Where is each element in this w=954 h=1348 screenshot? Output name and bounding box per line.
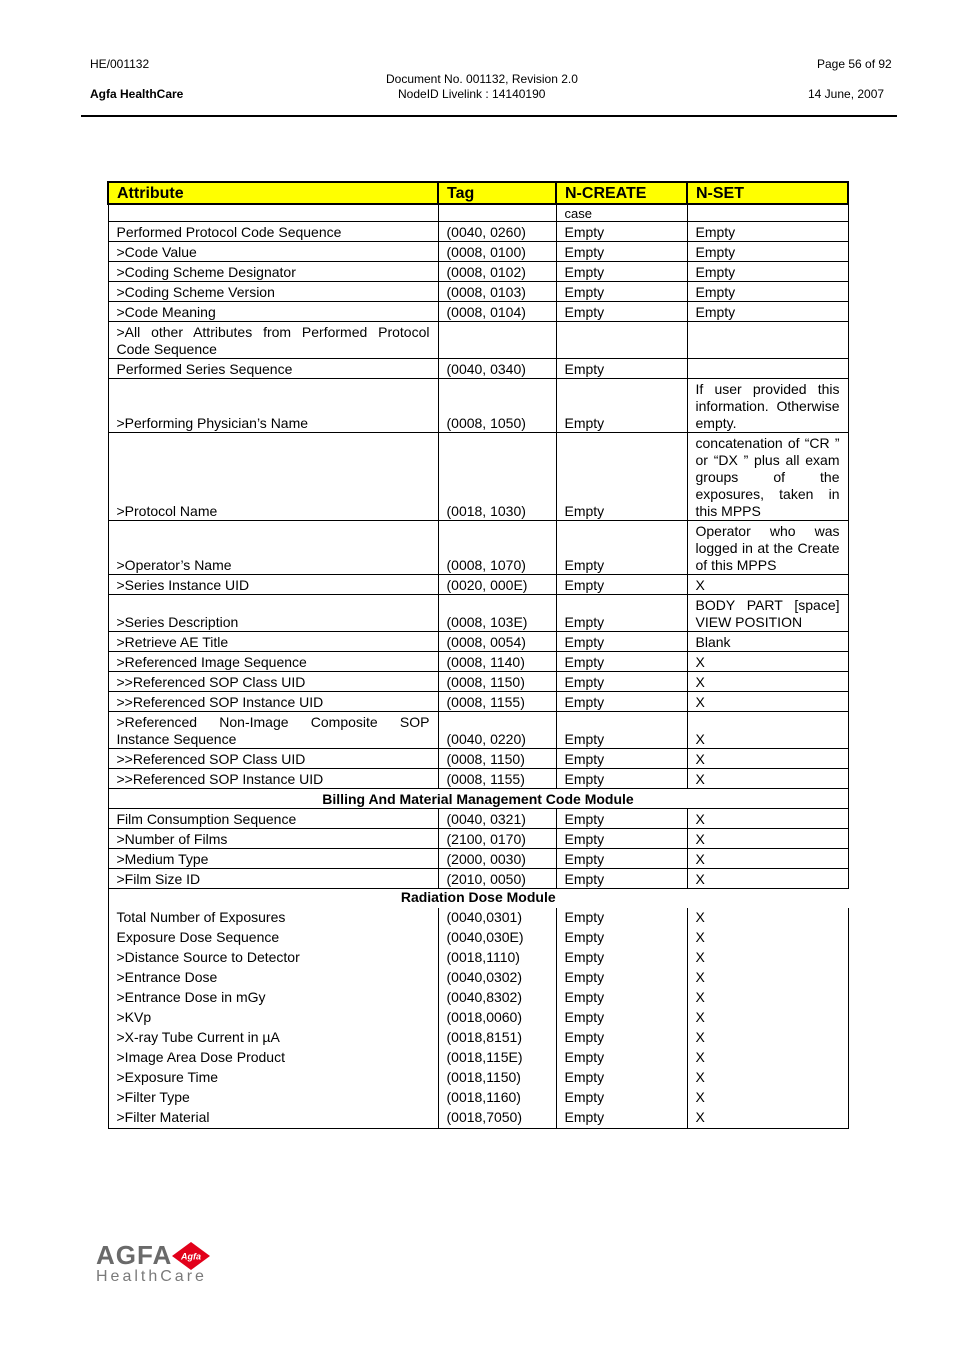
- n-set-cell: X: [687, 968, 848, 988]
- n-set-cell: X: [687, 1108, 848, 1129]
- attribute-cell: Film Consumption Sequence: [108, 809, 438, 829]
- attribute-cell: Total Number of Exposures: [108, 908, 438, 928]
- n-create-cell: Empty: [556, 869, 687, 889]
- table-row: [108, 692, 848, 712]
- n-set-cell: Empty: [687, 222, 848, 242]
- n-create-cell: Empty: [556, 1008, 687, 1028]
- n-set-cell: Blank: [687, 632, 848, 652]
- attribute-cell: >Referenced Non-Image Composite SOP Instance Sequence: [108, 712, 438, 749]
- table-header-row: [108, 182, 848, 204]
- table-row: [108, 968, 848, 988]
- n-create-cell: Empty: [556, 262, 687, 282]
- n-create-cell: Empty: [556, 282, 687, 302]
- attribute-cell: >Coding Scheme Version: [108, 282, 438, 302]
- attribute-cell: >>Referenced SOP Instance UID: [108, 692, 438, 712]
- tag-cell: (2000, 0030): [438, 849, 556, 869]
- n-create-cell: Empty: [556, 433, 687, 521]
- n-set-cell: Empty: [687, 242, 848, 262]
- attribute-cell: >KVp: [108, 1008, 438, 1028]
- attribute-cell: >Performing Physician’s Name: [108, 379, 438, 433]
- n-create-cell: Empty: [556, 672, 687, 692]
- tag-cell: (0018,0060): [438, 1008, 556, 1028]
- n-create-cell: Empty: [556, 595, 687, 632]
- tag-cell: (0008, 1150): [438, 749, 556, 769]
- node-id: NodeID Livelink : 14140190: [398, 87, 546, 101]
- n-create-cell: Empty: [556, 769, 687, 789]
- table-row: [108, 632, 848, 652]
- table-row: [108, 282, 848, 302]
- tag-cell: (0040, 0220): [438, 712, 556, 749]
- table-row: [108, 359, 848, 379]
- n-set-cell: Empty: [687, 282, 848, 302]
- attribute-cell: >Code Meaning: [108, 302, 438, 322]
- section-row: [108, 889, 848, 909]
- page-number: Page 56 of 92: [817, 57, 892, 71]
- tag-cell: (0040,8302): [438, 988, 556, 1008]
- attribute-cell: Exposure Dose Sequence: [108, 928, 438, 948]
- n-set-cell: If user provided this information. Otherwise empty.: [687, 379, 848, 433]
- n-set-cell: X: [687, 948, 848, 968]
- n-set-cell: Operator who was logged in at the Create of this MPPS: [687, 521, 848, 575]
- table-row: [108, 1108, 848, 1129]
- attribute-cell: >>Referenced SOP Instance UID: [108, 769, 438, 789]
- attribute-cell: >Operator’s Name: [108, 521, 438, 575]
- tag-cell: (0018,8151): [438, 1028, 556, 1048]
- section-row: [108, 789, 848, 809]
- n-set-cell: X: [687, 672, 848, 692]
- n-set-cell: X: [687, 652, 848, 672]
- n-create-cell: Empty: [556, 1088, 687, 1108]
- tag-cell: (0020, 000E): [438, 575, 556, 595]
- n-create-cell: Empty: [556, 1068, 687, 1088]
- table-row: [108, 849, 848, 869]
- attribute-cell: >Code Value: [108, 242, 438, 262]
- attribute-cell: >Filter Material: [108, 1108, 438, 1129]
- tag-cell: (0008, 0100): [438, 242, 556, 262]
- doc-id: HE/001132: [90, 57, 150, 71]
- table-row: [108, 652, 848, 672]
- attribute-cell: [108, 204, 438, 222]
- logo-subtitle: HealthCare: [96, 1268, 207, 1285]
- table-row: [108, 928, 848, 948]
- n-create-cell: Empty: [556, 849, 687, 869]
- n-set-cell: [687, 204, 848, 222]
- attribute-cell: >Referenced Image Sequence: [108, 652, 438, 672]
- table-row: [108, 433, 848, 521]
- n-create-cell: Empty: [556, 1108, 687, 1129]
- n-create-cell: Empty: [556, 242, 687, 262]
- tag-cell: (0008, 0102): [438, 262, 556, 282]
- table-row: [108, 262, 848, 282]
- n-create-cell: Empty: [556, 632, 687, 652]
- company-name: Agfa HealthCare: [90, 87, 184, 101]
- attribute-cell: >Series Instance UID: [108, 575, 438, 595]
- n-create-cell: Empty: [556, 1028, 687, 1048]
- header-rule: [81, 115, 897, 117]
- n-set-cell: X: [687, 1088, 848, 1108]
- table-row: [108, 521, 848, 575]
- n-create-cell: Empty: [556, 652, 687, 672]
- table-row: [108, 379, 848, 433]
- table-row: [108, 829, 848, 849]
- table-row: [108, 1028, 848, 1048]
- table-body: [108, 204, 848, 1129]
- n-set-cell: X: [687, 849, 848, 869]
- tag-cell: (0018,1160): [438, 1088, 556, 1108]
- attribute-cell: Performed Protocol Code Sequence: [108, 222, 438, 242]
- n-create-cell: case: [556, 204, 687, 222]
- n-create-cell: Empty: [556, 948, 687, 968]
- n-set-cell: [687, 322, 848, 359]
- table-row: [108, 908, 848, 928]
- n-create-cell: Empty: [556, 379, 687, 433]
- tag-cell: (0040,030E): [438, 928, 556, 948]
- n-set-cell: X: [687, 1048, 848, 1068]
- column-header: N-CREATE: [556, 182, 687, 204]
- table-row: [108, 869, 848, 889]
- n-create-cell: Empty: [556, 928, 687, 948]
- table-row: [108, 672, 848, 692]
- tag-cell: (0008, 0104): [438, 302, 556, 322]
- n-set-cell: X: [687, 869, 848, 889]
- n-set-cell: Empty: [687, 262, 848, 282]
- tag-cell: (0018,1110): [438, 948, 556, 968]
- tag-cell: (0040,0302): [438, 968, 556, 988]
- n-set-cell: X: [687, 908, 848, 928]
- tag-cell: (0008, 0103): [438, 282, 556, 302]
- table-row: [108, 769, 848, 789]
- column-header: Attribute: [108, 182, 438, 204]
- attribute-cell: >Distance Source to Detector: [108, 948, 438, 968]
- section-title: Radiation Dose Module: [108, 889, 848, 909]
- attribute-cell: >All other Attributes from Performed Protocol Code Sequence: [108, 322, 438, 359]
- section-title: Billing And Material Management Code Module: [108, 789, 848, 809]
- tag-cell: (2100, 0170): [438, 829, 556, 849]
- attribute-cell: >Exposure Time: [108, 1068, 438, 1088]
- n-create-cell: [556, 322, 687, 359]
- tag-cell: (0008, 1070): [438, 521, 556, 575]
- tag-cell: (0040, 0260): [438, 222, 556, 242]
- n-create-cell: Empty: [556, 359, 687, 379]
- tag-cell: (0008, 103E): [438, 595, 556, 632]
- table-row: [108, 204, 848, 222]
- attribute-cell: >Number of Films: [108, 829, 438, 849]
- tag-cell: (0040,0301): [438, 908, 556, 928]
- svg-text:Agfa: Agfa: [181, 1251, 201, 1262]
- tag-cell: (0008, 1150): [438, 672, 556, 692]
- n-set-cell: X: [687, 1008, 848, 1028]
- table-row: [108, 712, 848, 749]
- table-row: [108, 595, 848, 632]
- tag-cell: (0040, 0340): [438, 359, 556, 379]
- attribute-cell: >X-ray Tube Current in µA: [108, 1028, 438, 1048]
- table-row: [108, 809, 848, 829]
- n-create-cell: Empty: [556, 222, 687, 242]
- attribute-cell: >Film Size ID: [108, 869, 438, 889]
- n-set-cell: X: [687, 575, 848, 595]
- attribute-cell: >Filter Type: [108, 1088, 438, 1108]
- tag-cell: (0008, 1155): [438, 769, 556, 789]
- logo-wordmark: AGFA: [96, 1240, 173, 1270]
- n-set-cell: X: [687, 1068, 848, 1088]
- column-header: N-SET: [687, 182, 848, 204]
- n-set-cell: X: [687, 988, 848, 1008]
- attribute-cell: >Entrance Dose: [108, 968, 438, 988]
- n-create-cell: Empty: [556, 749, 687, 769]
- n-set-cell: X: [687, 1028, 848, 1048]
- n-create-cell: Empty: [556, 908, 687, 928]
- column-header: Tag: [438, 182, 556, 204]
- attribute-cell: Performed Series Sequence: [108, 359, 438, 379]
- document-number: Document No. 001132, Revision 2.0: [386, 72, 578, 86]
- tag-cell: (0040, 0321): [438, 809, 556, 829]
- n-create-cell: Empty: [556, 575, 687, 595]
- n-create-cell: Empty: [556, 968, 687, 988]
- n-create-cell: Empty: [556, 1048, 687, 1068]
- table-row: [108, 988, 848, 1008]
- attribute-cell: >Image Area Dose Product: [108, 1048, 438, 1068]
- table-row: [108, 322, 848, 359]
- attribute-cell: >>Referenced SOP Class UID: [108, 672, 438, 692]
- table-row: [108, 1088, 848, 1108]
- attribute-table: [107, 181, 849, 1129]
- table-row: [108, 302, 848, 322]
- table-row: [108, 948, 848, 968]
- n-set-cell: X: [687, 749, 848, 769]
- tag-cell: (0008, 1155): [438, 692, 556, 712]
- attribute-cell: >Series Description: [108, 595, 438, 632]
- tag-cell: (0008, 1050): [438, 379, 556, 433]
- table-row: [108, 1068, 848, 1088]
- tag-cell: (0018,115E): [438, 1048, 556, 1068]
- tag-cell: (0018,1150): [438, 1068, 556, 1088]
- tag-cell: (0018,7050): [438, 1108, 556, 1129]
- n-create-cell: Empty: [556, 692, 687, 712]
- tag-cell: (0008, 1140): [438, 652, 556, 672]
- n-create-cell: Empty: [556, 988, 687, 1008]
- n-create-cell: Empty: [556, 712, 687, 749]
- attribute-cell: >Entrance Dose in mGy: [108, 988, 438, 1008]
- table-row: [108, 575, 848, 595]
- attribute-cell: >>Referenced SOP Class UID: [108, 749, 438, 769]
- table-row: [108, 749, 848, 769]
- n-set-cell: X: [687, 829, 848, 849]
- n-set-cell: Empty: [687, 302, 848, 322]
- tag-cell: [438, 204, 556, 222]
- n-create-cell: Empty: [556, 521, 687, 575]
- n-set-cell: X: [687, 692, 848, 712]
- table-row: [108, 1008, 848, 1028]
- n-set-cell: BODY PART [space] VIEW POSITION: [687, 595, 848, 632]
- n-create-cell: Empty: [556, 829, 687, 849]
- n-set-cell: X: [687, 712, 848, 749]
- attribute-cell: >Medium Type: [108, 849, 438, 869]
- attribute-cell: >Protocol Name: [108, 433, 438, 521]
- tag-cell: [438, 322, 556, 359]
- n-set-cell: X: [687, 809, 848, 829]
- n-set-cell: X: [687, 928, 848, 948]
- attribute-cell: >Coding Scheme Designator: [108, 262, 438, 282]
- n-create-cell: Empty: [556, 809, 687, 829]
- tag-cell: (0008, 0054): [438, 632, 556, 652]
- document-date: 14 June, 2007: [808, 87, 885, 101]
- attribute-cell: >Retrieve AE Title: [108, 632, 438, 652]
- n-set-cell: concatenation of “CR ” or “DX ” plus all exam groups of the exposures, taken in this MPPS: [687, 433, 848, 521]
- n-set-cell: X: [687, 769, 848, 789]
- tag-cell: (2010, 0050): [438, 869, 556, 889]
- n-create-cell: Empty: [556, 302, 687, 322]
- table-row: [108, 242, 848, 262]
- n-set-cell: [687, 359, 848, 379]
- tag-cell: (0018, 1030): [438, 433, 556, 521]
- table-row: [108, 222, 848, 242]
- agfa-rhombus-icon: [172, 1242, 210, 1270]
- table-row: [108, 1048, 848, 1068]
